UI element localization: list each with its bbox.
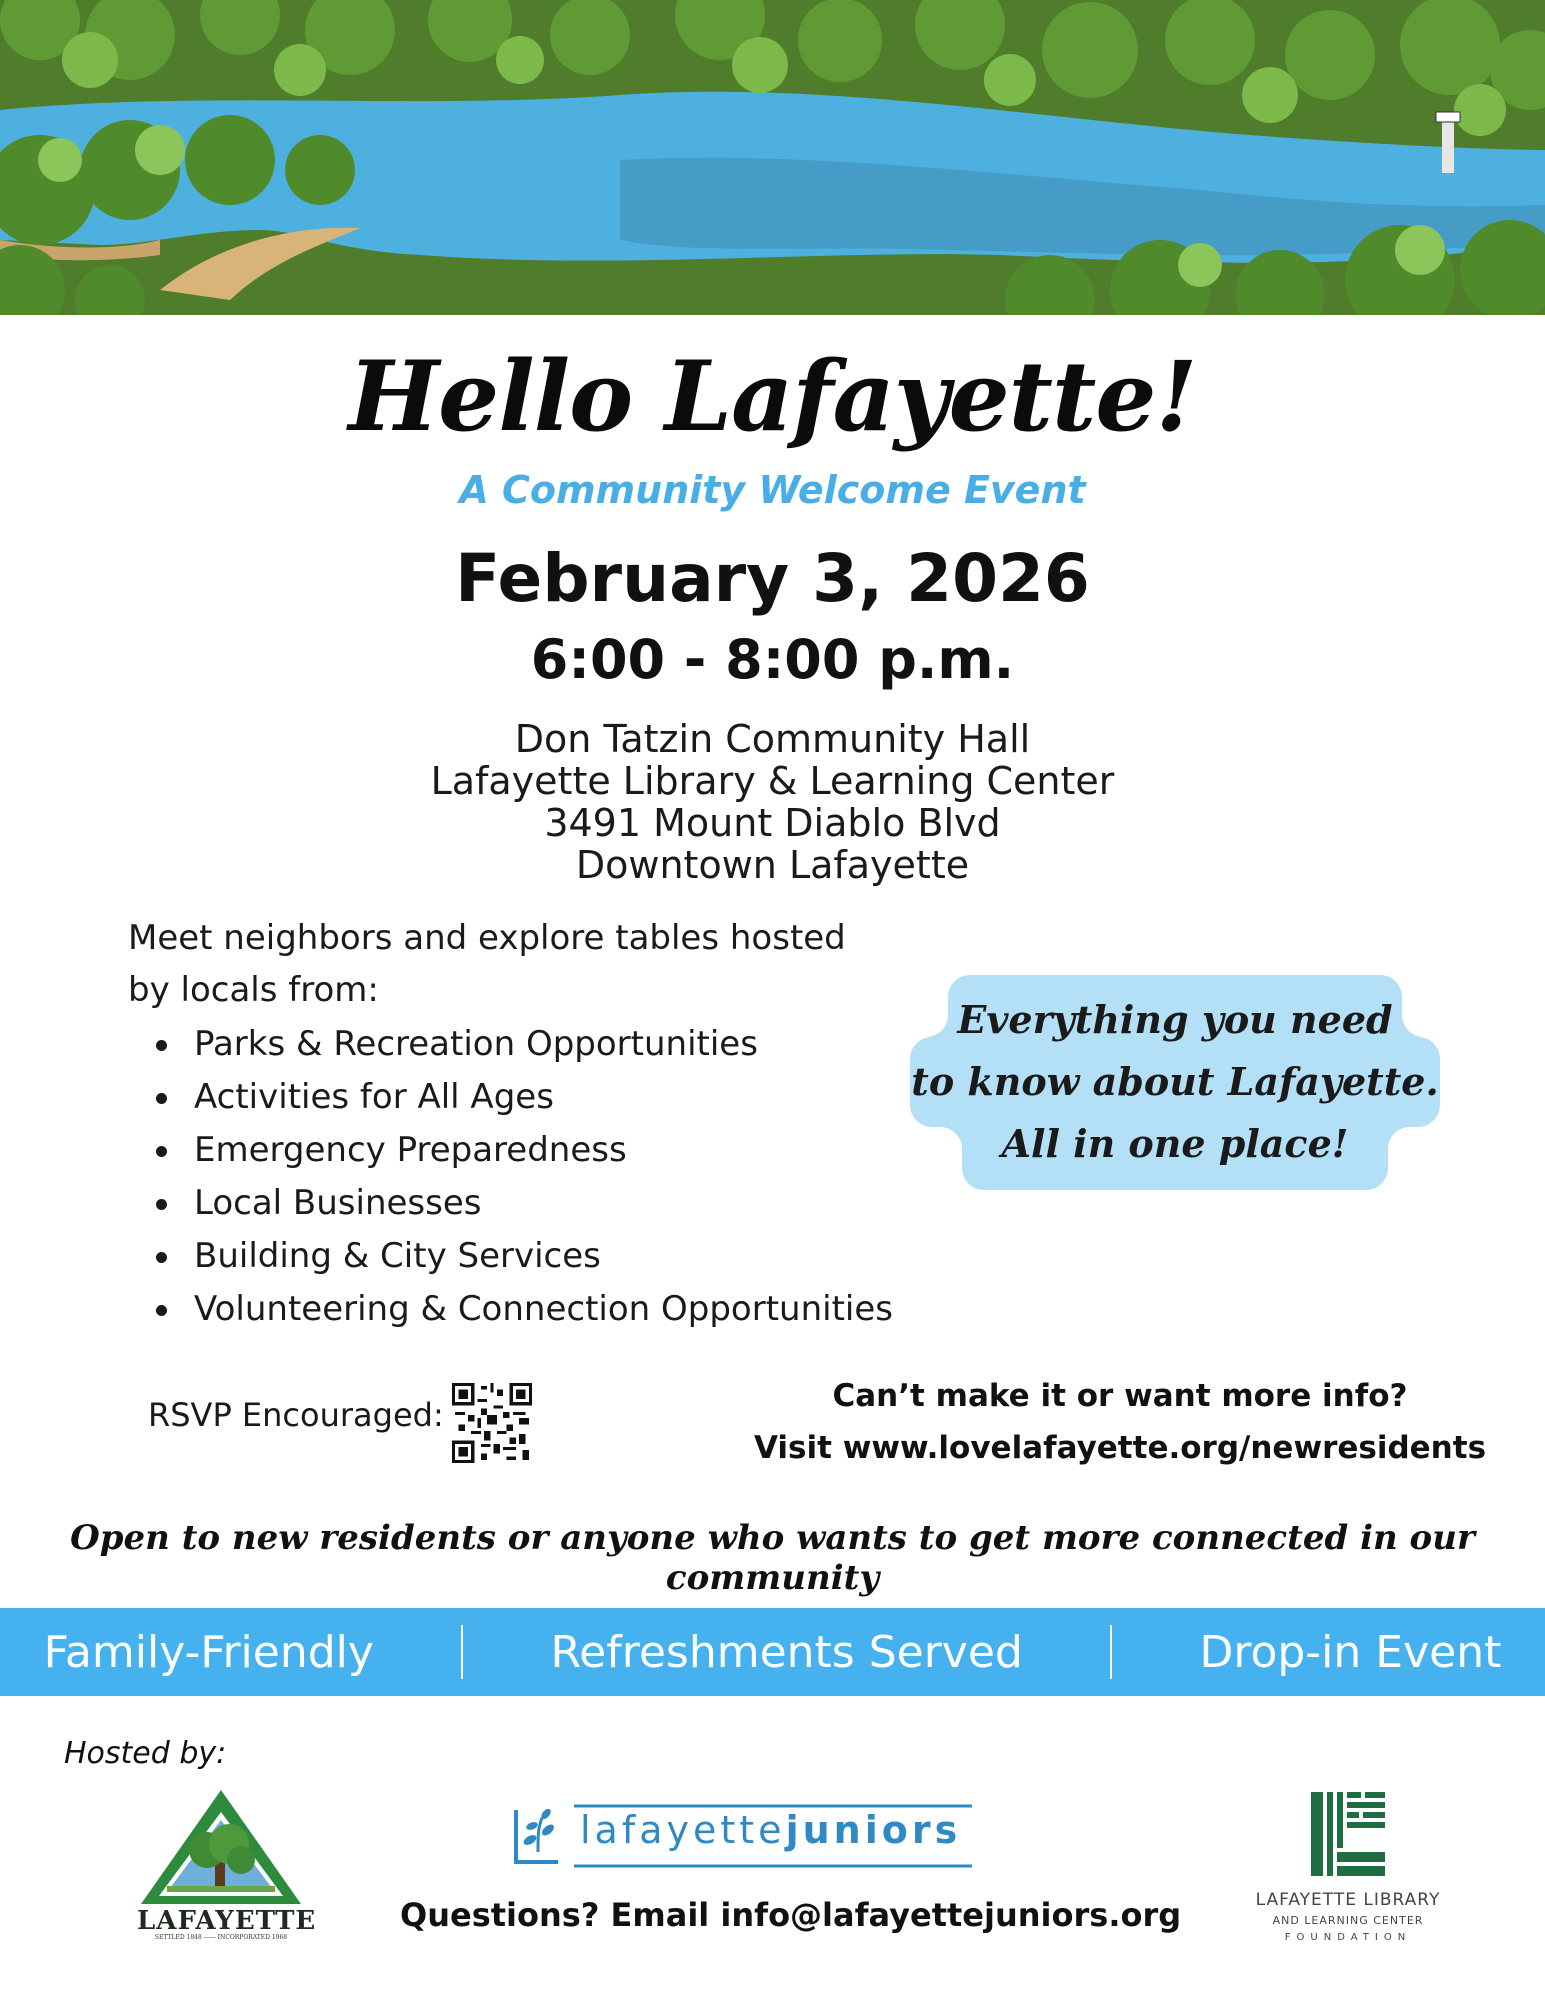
topic-label: Building & City Services (194, 1236, 601, 1276)
callout-line-1: Everything you need (957, 997, 1393, 1042)
event-subtitle: A Community Welcome Event (459, 468, 1086, 512)
more-info-link[interactable]: Visit www.lovelafayette.org/newresidents (753, 1430, 1487, 1466)
more-info-line-1: Can’t make it or want more info? (832, 1378, 1408, 1414)
city-logo-name: LAFAYETTE (137, 1906, 317, 1936)
event-time: 6:00 - 8:00 p.m. (530, 628, 1015, 691)
topic-label: Parks & Recreation Opportunities (194, 1024, 758, 1064)
list-item (150, 1283, 893, 1336)
rsvp-qr-code[interactable] (452, 1383, 532, 1463)
intro-line-1: Meet neighbors and explore tables hosted (128, 918, 846, 958)
feature-divider (461, 1625, 463, 1679)
juniors-prefix: lafayette (580, 1808, 786, 1852)
library-logo-line-1: LAFAYETTE LIBRARY (1255, 1890, 1441, 1910)
questions-email[interactable]: Questions? Email info@lafayettejuniors.org (400, 1896, 1182, 1934)
feature-divider (1110, 1625, 1112, 1679)
features-bar (0, 1608, 1545, 1696)
hosted-by-label: Hosted by: (64, 1736, 227, 1771)
rsvp-label: RSVP Encouraged: (148, 1396, 444, 1434)
city-of-lafayette-logo (137, 1788, 317, 1948)
library-foundation-logo (1248, 1790, 1448, 1950)
venue-address: 3491 Mount Diablo Blvd (544, 801, 1001, 845)
juniors-wordmark (580, 1808, 961, 1852)
bullet-icon (156, 1093, 167, 1104)
callout-bubble (910, 975, 1440, 1190)
list-item (150, 1177, 893, 1230)
bullet-icon (156, 1040, 167, 1051)
bullet-icon (156, 1199, 167, 1210)
venue-area: Downtown Lafayette (575, 843, 970, 887)
callout-line-2: to know about Lafayette. (911, 1059, 1439, 1104)
city-logo-tagline: SETTLED 1848 —— INCORPORATED 1968 (154, 1934, 288, 1941)
library-logo-line-3: FOUNDATION (1284, 1932, 1412, 1943)
library-logo-line-2: AND LEARNING CENTER (1272, 1914, 1424, 1927)
bullet-icon (156, 1252, 167, 1263)
bullet-icon (156, 1146, 167, 1157)
topic-label: Volunteering & Connection Opportunities (194, 1289, 893, 1329)
callout-line-3: All in one place! (1001, 1121, 1349, 1166)
feature-refreshments: Refreshments Served (550, 1626, 1023, 1678)
venue-name: Don Tatzin Community Hall (514, 717, 1031, 761)
venue-building: Lafayette Library & Learning Center (430, 759, 1115, 803)
lake-banner-illustration (0, 0, 1545, 315)
callout-text (910, 989, 1440, 1175)
list-item (150, 1018, 893, 1071)
open-invitation-text: Open to new residents or anyone who wants to get more connected in our community (70, 1518, 1475, 1598)
feature-drop-in: Drop-in Event (1199, 1626, 1502, 1678)
topics-list (150, 1018, 893, 1336)
topic-label: Emergency Preparedness (194, 1130, 627, 1170)
event-date: February 3, 2026 (455, 540, 1090, 617)
more-info (720, 1370, 1520, 1474)
list-item (150, 1071, 893, 1124)
juniors-suffix: juniors (785, 1808, 962, 1852)
intro-line-2: by locals from: (128, 970, 379, 1010)
topic-label: Local Businesses (194, 1183, 482, 1223)
list-item (150, 1124, 893, 1177)
intro-text (128, 912, 848, 1016)
lafayette-juniors-logo (512, 1800, 972, 1872)
feature-family-friendly: Family-Friendly (43, 1626, 374, 1678)
list-item (150, 1230, 893, 1283)
bullet-icon (156, 1305, 167, 1316)
event-title: Hello Lafayette! (348, 340, 1197, 453)
topic-label: Activities for All Ages (194, 1077, 554, 1117)
